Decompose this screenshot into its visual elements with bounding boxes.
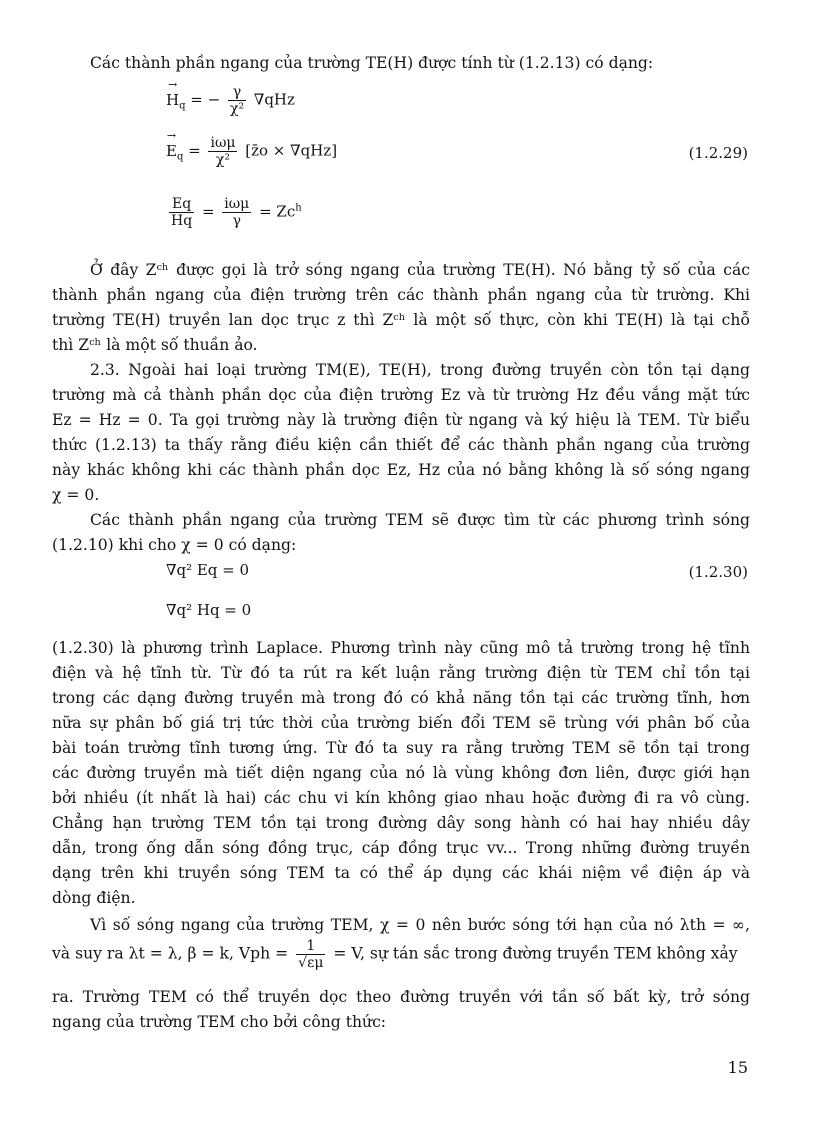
equation-zch: $\frac{Eq}{Hq}$ = $\frac{\text{iωμ}}{\gamma}$ = $Zc^h$ xyxy=(171,196,302,229)
equation-hq: → $H_q$ = − $\frac{\gamma}{\text{χ²}}$ ∇qHz xyxy=(166,84,295,117)
equation-laplace-h: ∇q² Hq = 0 xyxy=(166,601,252,619)
paragraph-impedance: ra. Trường TEM có thể truyền dọc theo đường truyền với tần số bất kỳ, trở sóng ngang của trường TEM cho bởi công thức: xyxy=(52,988,750,1031)
equation-eq: → $E_q$ = $\frac{\text{iωμ}}{\text{χ²}}$ [z̄o × ∇qHz] xyxy=(166,135,337,168)
paragraph-zch: Ở đây Zᶜʰ được gọi là trở sóng ngang của trường TE(H). Nó bằng tỷ số của các thành phần ngang của điện trường trên các thành phần ngang của từ trường. Khi trường TE(H) truyền lan dọc trục z thì Zᶜʰ là một số thực, còn khi TE(H) là tại chỗ thì Zᶜʰ là một số thuần ảo. xyxy=(52,261,750,354)
paragraph-dispersion: Vì số sóng ngang của trường TEM, χ = 0 nên bước sóng tới hạn của nó λth = ∞, xyxy=(90,916,750,934)
paragraph-wave-eq: Các thành phần ngang của trường TEM sẽ được tìm từ các phương trình sóng (1.2.10) khi cho χ = 0 có dạng: xyxy=(52,511,750,554)
equation-laplace-e: ∇q² Eq = 0 xyxy=(166,561,250,579)
equation-number-1229: (1.2.29) xyxy=(688,144,748,162)
page-number: 15 xyxy=(727,1058,748,1077)
paragraph-tem: 2.3. Ngoài hai loại trường TM(E), TE(H), trong đường truyền còn tồn tại dạng trường mà cả thành phần dọc của điện trường Ez và từ trường Hz đều vắng mặt tức Ez = Hz = 0. Ta gọi trường này là trường điện từ ngang và ký hiệu là TEM. Từ biểu thức (1.2.13) ta thấy rằng điều kiện cần thiết để các thành phần ngang của trường này khác không khi các thành phần dọc Ez, Hz của nó bằng không là số sóng ngang χ = 0. xyxy=(52,361,750,504)
paragraph-laplace: (1.2.30) là phương trình Laplace. Phương trình này cũng mô tả trường trong hệ tĩnh điện và hệ tĩnh từ. Từ đó ta rút ra kết luận rằng trường điện từ TEM chỉ tồn tại trong các dạng đường truyền mà trong đó có khả năng tồn tại các trường tĩnh, hơn nữa sự phân bố giá trị tức thời của trường biến đổi TEM sẽ trùng với phân bố của bài toán trường tĩnh tương ứng. Từ đó ta suy ra rằng trường TEM sẽ tồn tại trong các đường truyền mà tiết diện ngang của nó là vùng không đơn liên, được giới hạn bởi nhiều (ít nhất là hai) các chu vi kín không giao nhau hoặc đường đi ra vô cùng. Chẳng hạn trường TEM tồn tại trong đường dây song hành có hai hay nhiều dây dẫn, trong ống dẫn sóng đồng trục, cáp đồng trục vv... Trong những đường truyền dạng trên khi truyền sóng TEM ta có thể áp dụng các khái niệm về điện áp và dòng điện. xyxy=(52,639,750,907)
dispersion-formula-line: và suy ra λt = λ, β = k, Vph = $\frac{1}{√\varepsilon\mu}$ = V, sự tán sắc trong đường truyền TEM không xảy xyxy=(52,938,738,971)
equation-number-1230: (1.2.30) xyxy=(688,563,748,581)
intro-text: Các thành phần ngang của trường TE(H) được tính từ (1.2.13) có dạng: xyxy=(90,54,654,72)
